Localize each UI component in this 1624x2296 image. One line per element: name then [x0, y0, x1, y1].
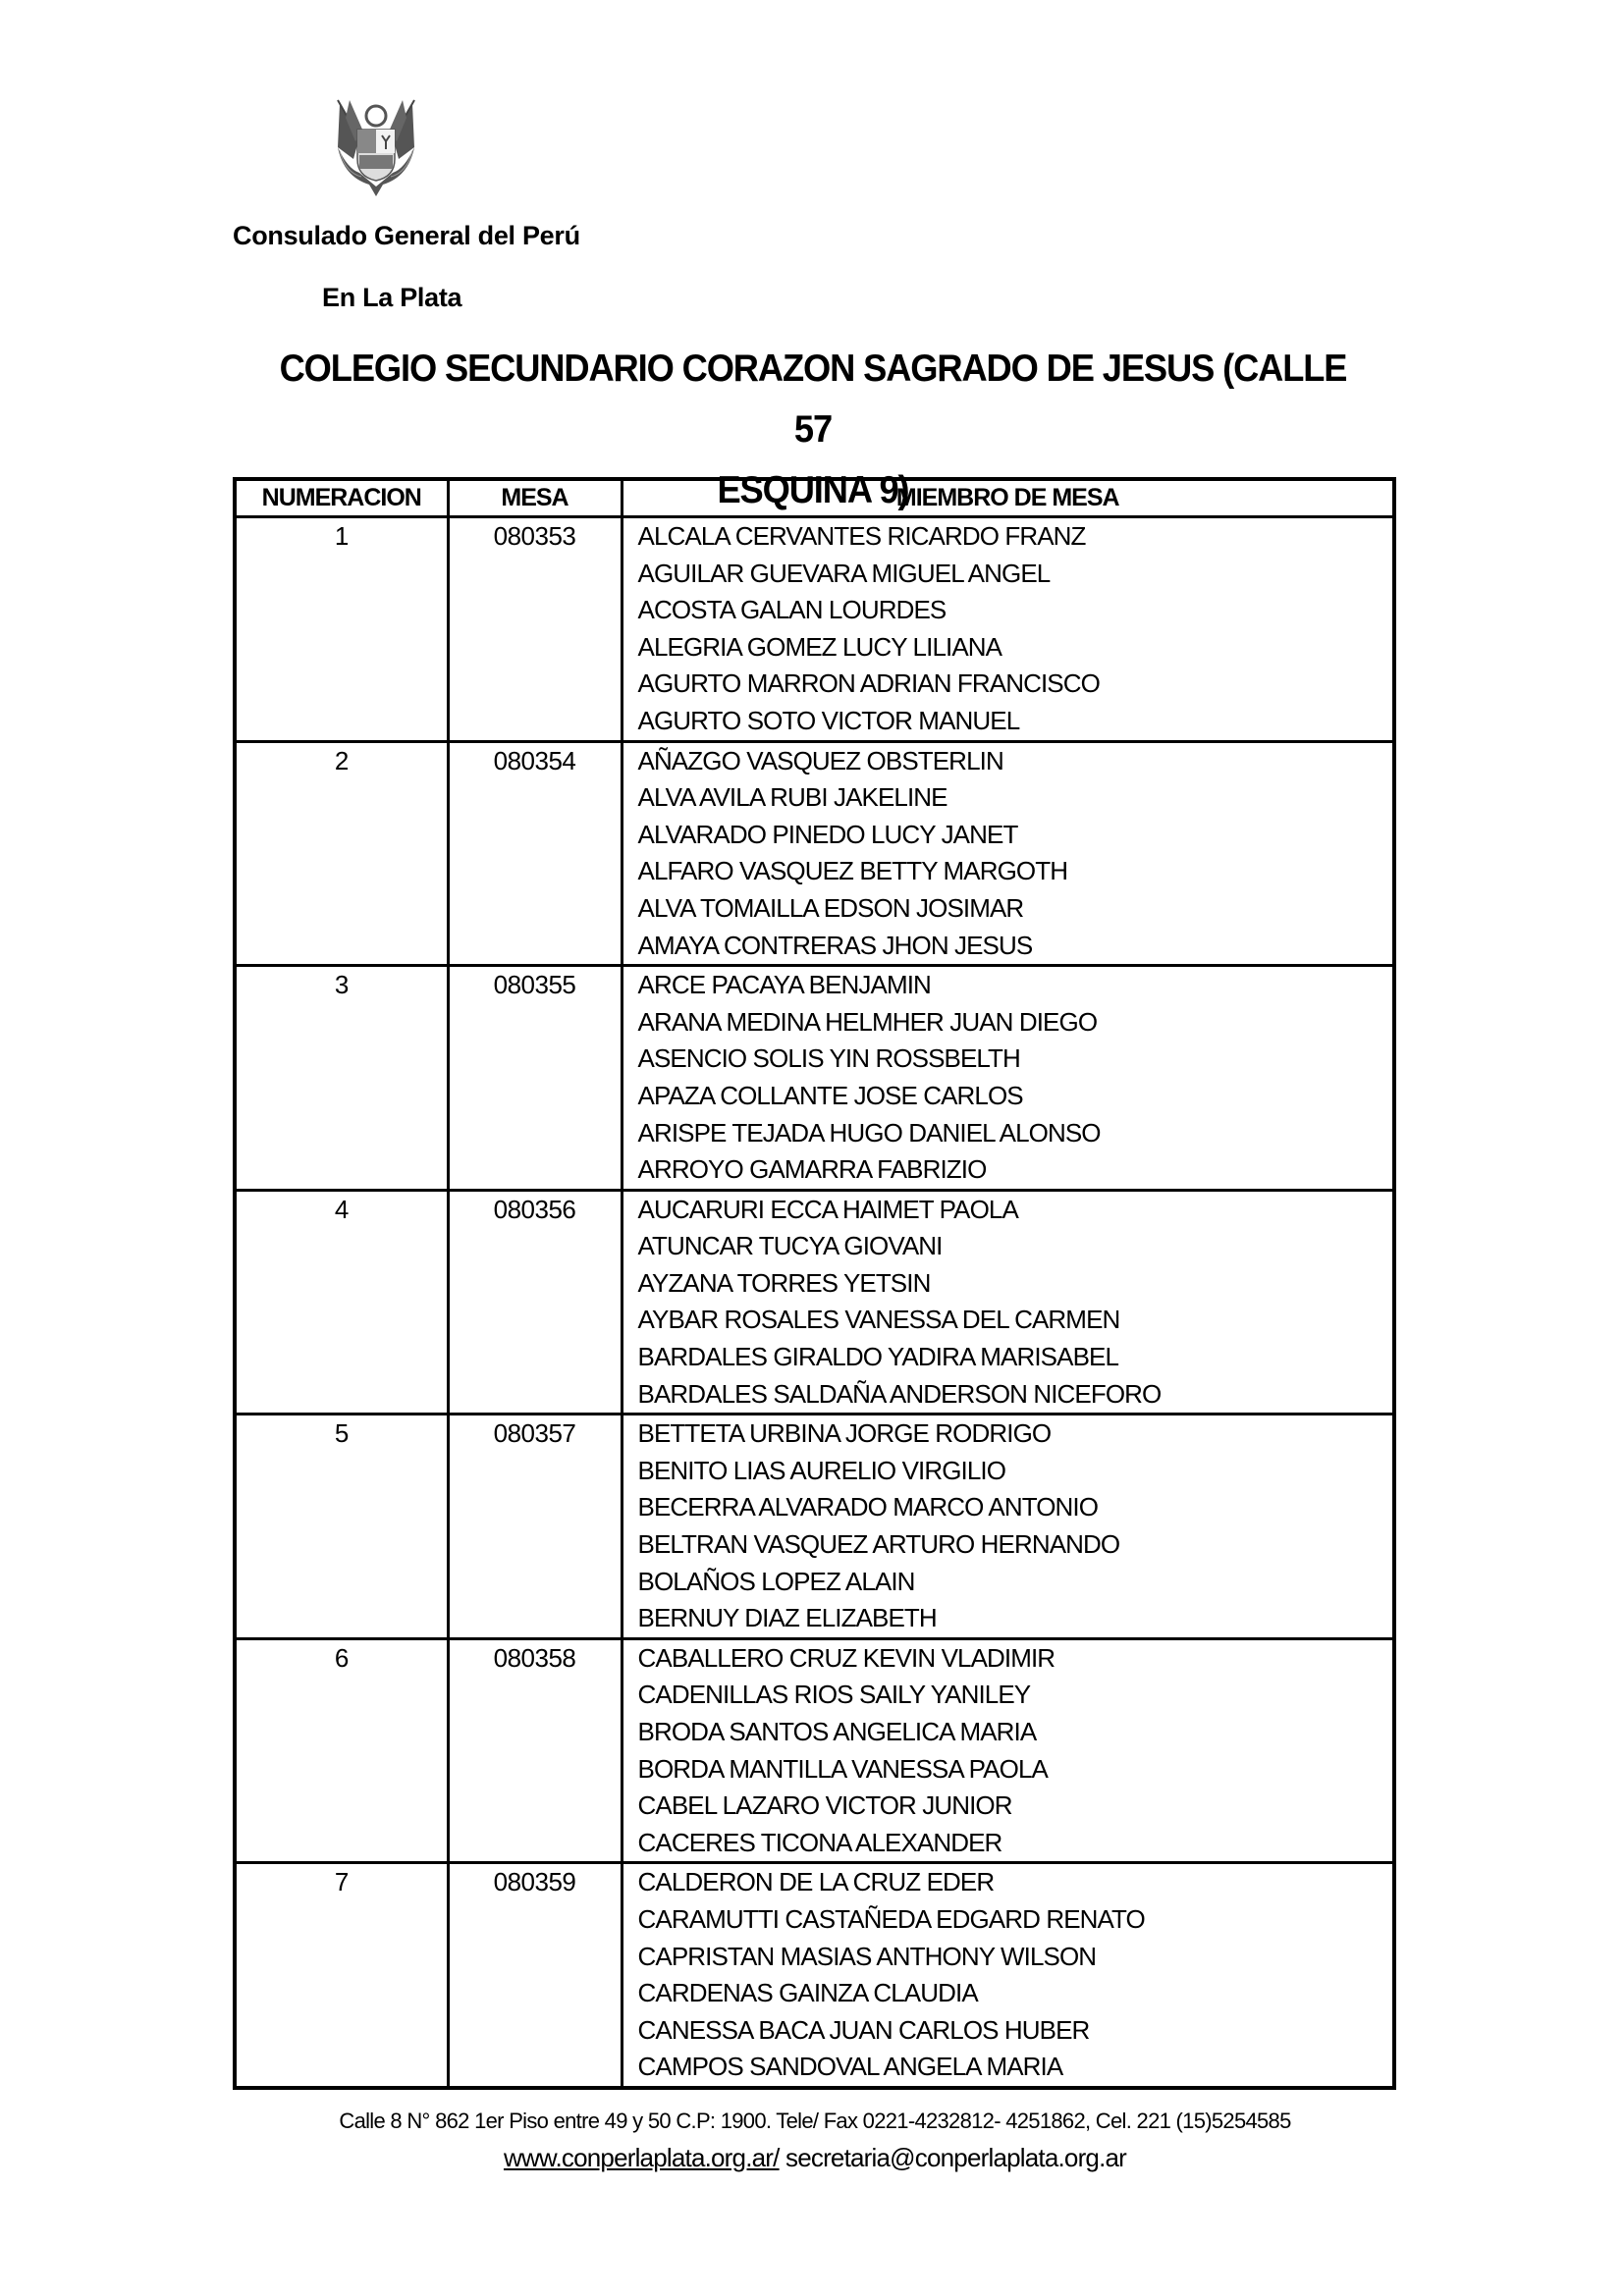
member-name: BENITO LIAS AURELIO VIRGILIO	[637, 1455, 1006, 1485]
member-name: AGURTO MARRON ADRIAN FRANCISCO	[637, 668, 1100, 699]
member-name: BOLAÑOS LOPEZ ALAIN	[637, 1566, 915, 1596]
numeracion-cell: 3	[235, 966, 448, 1191]
member-name: AGURTO SOTO VICTOR MANUEL	[637, 705, 1020, 735]
member-name: CARAMUTTI CASTAÑEDA EDGARD RENATO	[637, 1903, 1145, 1934]
website-link[interactable]: www.conperlaplata.org.ar/	[503, 2143, 780, 2172]
page-title-line-1: COLEGIO SECUNDARIO CORAZON SAGRADO DE JESUS (CALLE 57	[279, 347, 1347, 451]
member-name: BERNUY DIAZ ELIZABETH	[637, 1603, 937, 1633]
organization-name: Consulado General del Perú	[233, 221, 580, 250]
miembros-cell	[622, 741, 1394, 966]
table-row	[235, 1415, 1394, 1639]
member-name: CAPRISTAN MASIAS ANTHONY WILSON	[637, 1941, 1097, 1971]
table-header-row	[235, 479, 1394, 517]
member-name: ALFARO VASQUEZ BETTY MARGOTH	[637, 856, 1068, 886]
member-name: AMAYA CONTRERAS JHON JESUS	[637, 930, 1033, 960]
member-name: BECERRA ALVARADO MARCO ANTONIO	[637, 1492, 1099, 1522]
numeracion-cell: 6	[235, 1638, 448, 1863]
miembros-cell	[622, 1638, 1394, 1863]
mesa-cell: 080358	[448, 1638, 622, 1863]
mesa-cell: 080353	[448, 517, 622, 742]
member-name: AÑAZGO VASQUEZ OBSTERLIN	[637, 745, 1003, 775]
mesa-members-table	[233, 477, 1396, 2090]
miembros-cell	[622, 1415, 1394, 1639]
member-name: ALEGRIA GOMEZ LUCY LILIANA	[637, 631, 1002, 662]
column-header-miembro: MIEMBRO DE MESA	[622, 479, 1394, 517]
member-name: CALDERON DE LA CRUZ EDER	[637, 1867, 995, 1897]
email-address: secretaria@conperlaplata.org.ar	[785, 2143, 1127, 2172]
organization-location: En La Plata	[322, 283, 462, 312]
member-name: CANESSA BACA JUAN CARLOS HUBER	[637, 2014, 1090, 2045]
member-name: AYZANA TORRES YETSIN	[637, 1267, 931, 1298]
mesa-cell: 080355	[448, 966, 622, 1191]
numeracion-cell: 7	[235, 1863, 448, 2088]
table-row	[235, 1638, 1394, 1863]
member-name: ARISPE TEJADA HUGO DANIEL ALONSO	[637, 1117, 1101, 1148]
member-name: CABALLERO CRUZ KEVIN VLADIMIR	[637, 1642, 1056, 1673]
table-row	[235, 1190, 1394, 1415]
footer-address: Calle 8 N° 862 1er Piso entre 49 y 50 C.P: 1900. Tele/ Fax 0221-4232812- 4251862, Cel. 221 (15)5254585	[339, 2109, 1291, 2133]
member-name: BORDA MANTILLA VANESSA PAOLA	[637, 1753, 1048, 1784]
table-row	[235, 966, 1394, 1191]
miembros-cell	[622, 1190, 1394, 1415]
numeracion-cell: 4	[235, 1190, 448, 1415]
member-name: CARDENAS GAINZA CLAUDIA	[637, 1978, 978, 2008]
mesa-cell: 080354	[448, 741, 622, 966]
table-row	[235, 741, 1394, 966]
member-name: ASENCIO SOLIS YIN ROSSBELTH	[637, 1043, 1020, 1074]
member-name: CAMPOS SANDOVAL ANGELA MARIA	[637, 2052, 1063, 2082]
member-name: ALVA TOMAILLA EDSON JOSIMAR	[637, 892, 1024, 923]
member-name: ARANA MEDINA HELMHER JUAN DIEGO	[637, 1006, 1098, 1037]
member-name: BETTETA URBINA JORGE RODRIGO	[637, 1418, 1052, 1449]
column-header-mesa: MESA	[448, 479, 622, 517]
member-name: AUCARURI ECCA HAIMET PAOLA	[637, 1194, 1018, 1224]
member-name: ALCALA CERVANTES RICARDO FRANZ	[637, 521, 1086, 551]
member-name: CABEL LAZARO VICTOR JUNIOR	[637, 1790, 1012, 1821]
page-title-line-2: ESQUINA 9)	[717, 469, 909, 511]
member-name: ARROYO GAMARRA FABRIZIO	[637, 1154, 987, 1185]
coat-of-arms-icon	[334, 98, 418, 198]
member-name: CACERES TICONA ALEXANDER	[637, 1827, 1002, 1857]
member-name: ALVA AVILA RUBI JAKELINE	[637, 782, 947, 813]
miembros-cell	[622, 1863, 1394, 2088]
member-name: ACOSTA GALAN LOURDES	[637, 595, 947, 625]
column-header-numeracion: NUMERACION	[235, 479, 448, 517]
member-name: BARDALES GIRALDO YADIRA MARISABEL	[637, 1342, 1119, 1372]
member-name: AYBAR ROSALES VANESSA DEL CARMEN	[637, 1305, 1120, 1335]
member-name: CADENILLAS RIOS SAILY YANILEY	[637, 1680, 1031, 1710]
member-name: ARCE PACAYA BENJAMIN	[637, 970, 931, 1000]
member-name: BARDALES SALDAÑA ANDERSON NICEFORO	[637, 1378, 1162, 1409]
member-name: BELTRAN VASQUEZ ARTURO HERNANDO	[637, 1529, 1120, 1560]
mesa-cell: 080356	[448, 1190, 622, 1415]
numeracion-cell: 1	[235, 517, 448, 742]
numeracion-cell: 2	[235, 741, 448, 966]
mesa-cell: 080357	[448, 1415, 622, 1639]
member-name: BRODA SANTOS ANGELICA MARIA	[637, 1717, 1037, 1746]
member-name: ATUNCAR TUCYA GIOVANI	[637, 1231, 943, 1261]
numeracion-cell: 5	[235, 1415, 448, 1639]
table-row	[235, 517, 1394, 742]
footer-contact	[177, 2143, 1453, 2173]
member-name: ALVARADO PINEDO LUCY JANET	[637, 819, 1018, 849]
miembros-cell	[622, 517, 1394, 742]
table-row	[235, 1863, 1394, 2088]
member-name: AGUILAR GUEVARA MIGUEL ANGEL	[637, 558, 1051, 588]
member-name: APAZA COLLANTE JOSE CARLOS	[637, 1080, 1023, 1110]
mesa-cell: 080359	[448, 1863, 622, 2088]
miembros-cell	[622, 966, 1394, 1191]
